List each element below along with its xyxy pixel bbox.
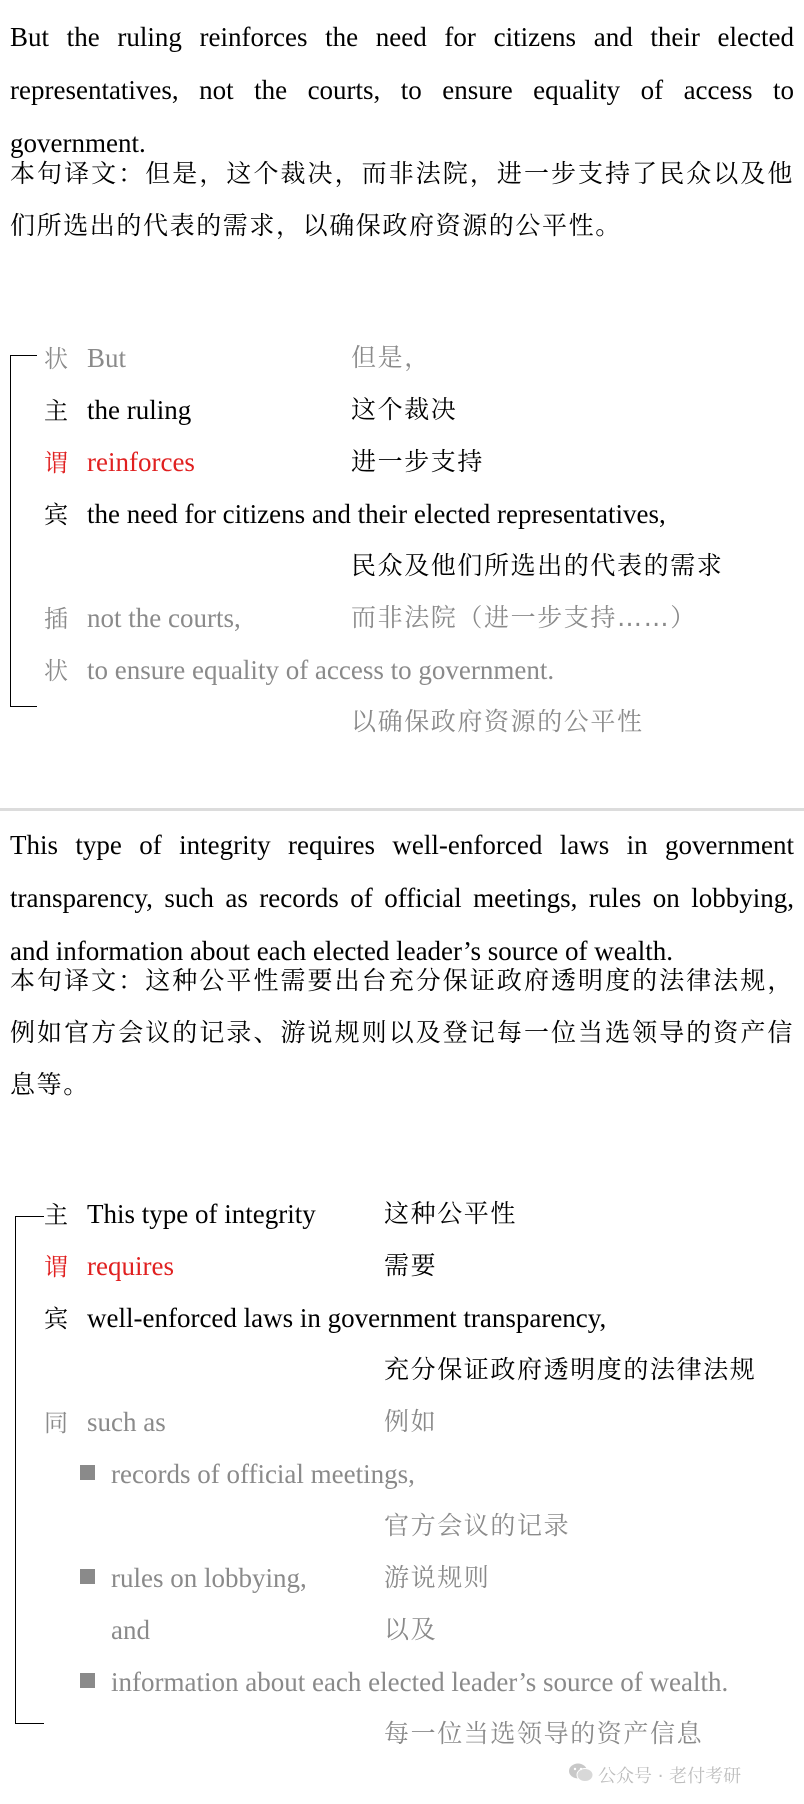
section-divider bbox=[0, 808, 804, 811]
analysis-row-en: records of official meetings, bbox=[111, 1459, 415, 1489]
wechat-icon bbox=[568, 1762, 594, 1789]
analysis-row bbox=[44, 592, 68, 645]
role-tag: 宾 bbox=[44, 1305, 68, 1333]
analysis-row-cn: 游说规则 bbox=[384, 1563, 491, 1592]
analysis-bracket-2 bbox=[15, 1216, 44, 1724]
role-tag: 状 bbox=[44, 345, 68, 373]
analysis-row bbox=[44, 332, 68, 385]
analysis-row-en: to ensure equality of access to government. bbox=[87, 655, 555, 685]
role-tag: 宾 bbox=[44, 501, 68, 529]
analysis-row-en: the need for citizens and their elected representatives, bbox=[87, 499, 666, 529]
analysis-row bbox=[44, 384, 68, 437]
analysis-row bbox=[44, 1188, 68, 1241]
analysis-row-cn: 充分保证政府透明度的法律法规 bbox=[384, 1355, 757, 1384]
analysis-row-en: This type of integrity bbox=[87, 1199, 316, 1229]
analysis-row-en: But bbox=[87, 343, 127, 373]
analysis-row-cn: 以及 bbox=[384, 1615, 438, 1644]
analysis-row-cn: 官方会议的记录 bbox=[384, 1511, 571, 1540]
role-tag: 谓 bbox=[44, 449, 68, 477]
sentence-1: But the ruling reinforces the need for citizens and their elected representatives, not the courts, to ensure equality of access to government. bbox=[10, 22, 794, 158]
role-tag: 同 bbox=[44, 1409, 68, 1437]
analysis-row-cn: 每一位当选领导的资产信息 bbox=[384, 1719, 704, 1748]
analysis-row bbox=[44, 1292, 68, 1345]
sentence-2: This type of integrity requires well-enforced laws in government transparency, such as records of official meetings, rules on lobbying, and information about each elected leader’s source of wealth. bbox=[10, 830, 794, 966]
analysis-row-cn: 例如 bbox=[384, 1407, 438, 1436]
analysis-row-en: and bbox=[111, 1615, 150, 1645]
role-tag: 插 bbox=[44, 605, 68, 633]
analysis-row-cn: 进一步支持 bbox=[351, 447, 485, 476]
analysis-row-cn: 这个裁决 bbox=[351, 395, 458, 424]
analysis-row-cn: 而非法院（进一步支持……） bbox=[351, 603, 697, 632]
analysis-row bbox=[44, 1240, 68, 1293]
role-tag: 状 bbox=[44, 657, 68, 685]
analysis-row bbox=[44, 644, 68, 697]
role-tag: 主 bbox=[44, 1201, 68, 1229]
analysis-row-en: the ruling bbox=[87, 395, 192, 425]
role-tag: 谓 bbox=[44, 1253, 68, 1281]
analysis-row-cn: 这种公平性 bbox=[384, 1199, 518, 1228]
analysis-row-en: such as bbox=[87, 1407, 166, 1437]
analysis-row-en: rules on lobbying, bbox=[111, 1563, 307, 1593]
analysis-row-cn: 但是， bbox=[351, 343, 431, 372]
bullet-square-icon bbox=[80, 1673, 95, 1688]
analysis-row-cn: 需要 bbox=[384, 1251, 438, 1280]
analysis-row bbox=[44, 488, 68, 541]
translation-2: 本句译文：这种公平性需要出台充分保证政府透明度的法律法规，例如官方会议的记录、游说规则以及登记每一位当选领导的资产信息等。 bbox=[10, 966, 794, 1099]
analysis-row-en: information about each elected leader’s source of wealth. bbox=[111, 1667, 729, 1697]
analysis-row-cn: 民众及他们所选出的代表的需求 bbox=[351, 551, 724, 580]
analysis-row-en: requires bbox=[87, 1251, 174, 1281]
translation-1: 本句译文：但是，这个裁决，而非法院，进一步支持了民众以及他们所选出的代表的需求，以确保政府资源的公平性。 bbox=[10, 159, 794, 240]
analysis-row-cn: 以确保政府资源的公平性 bbox=[351, 707, 644, 736]
analysis-row bbox=[44, 1396, 68, 1449]
analysis-row-en: reinforces bbox=[87, 447, 195, 477]
watermark-text: 公众号 · 老付考研 bbox=[598, 1766, 742, 1787]
analysis-row-en: well-enforced laws in government transparency, bbox=[87, 1303, 607, 1333]
bullet-square-icon bbox=[80, 1465, 95, 1480]
analysis-row-en: not the courts, bbox=[87, 603, 241, 633]
analysis-row bbox=[44, 436, 68, 489]
analysis-bracket-1 bbox=[10, 355, 37, 707]
role-tag: 主 bbox=[44, 397, 68, 425]
bullet-square-icon bbox=[80, 1569, 95, 1584]
